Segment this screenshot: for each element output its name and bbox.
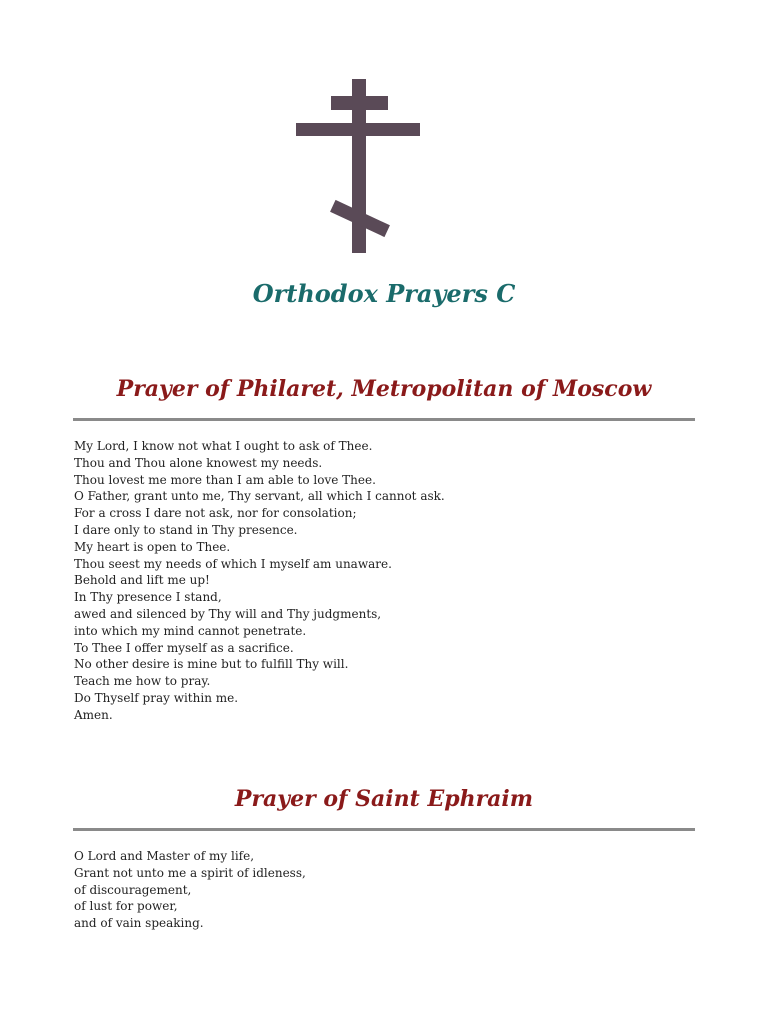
prayer-line: Thou and Thou alone knowest my needs.	[74, 455, 323, 470]
prayer-line: O Father, grant unto me, Thy servant, all which I cannot ask.	[74, 489, 445, 504]
cross-top-bar	[331, 96, 388, 110]
prayer-philaret-text	[74, 438, 445, 724]
orthodox-cross-icon	[0, 0, 768, 270]
prayer-line: of lust for power,	[74, 899, 178, 914]
prayer-line: In Thy presence I stand,	[74, 590, 222, 605]
prayer-line: My heart is open to Thee.	[74, 539, 231, 554]
prayer-line: Teach me how to pray.	[74, 674, 211, 689]
prayer-line: My Lord, I know not what I ought to ask of Thee.	[74, 439, 373, 453]
prayer-line: To Thee I offer myself as a sacrifice.	[74, 640, 294, 655]
section-divider-ephraim	[73, 828, 695, 831]
prayer-line: Amen.	[74, 707, 113, 722]
prayer-line: Grant not unto me a spirit of idleness,	[74, 865, 306, 880]
prayer-line: into which my mind cannot penetrate.	[74, 623, 307, 638]
prayer-line: O Lord and Master of my life,	[74, 849, 255, 863]
prayer-line: and of vain speaking.	[74, 916, 204, 931]
prayer-line: Thou seest my needs of which I myself am unaware.	[74, 556, 392, 571]
cross-main-bar	[296, 123, 420, 136]
prayer-ephraim-text	[74, 848, 306, 932]
document-title: Orthodox Prayers C	[252, 279, 516, 308]
prayer-line: of discouragement,	[74, 882, 192, 897]
prayer-line: For a cross I dare not ask, nor for consolation;	[74, 506, 357, 521]
prayer-line: Do Thyself pray within me.	[74, 690, 239, 705]
section-title-philaret: Prayer of Philaret, Metropolitan of Moscow	[116, 376, 652, 402]
section-title-ephraim: Prayer of Saint Ephraim	[234, 786, 534, 812]
prayer-line: Thou lovest me more than I am able to love Thee.	[74, 472, 376, 487]
prayer-line: I dare only to stand in Thy presence.	[74, 522, 298, 537]
section-divider-philaret	[73, 418, 695, 421]
prayer-line: No other desire is mine but to fulfill Thy will.	[74, 657, 349, 672]
prayer-line: Behold and lift me up!	[74, 573, 210, 588]
prayer-line: awed and silenced by Thy will and Thy judgments,	[74, 606, 382, 621]
